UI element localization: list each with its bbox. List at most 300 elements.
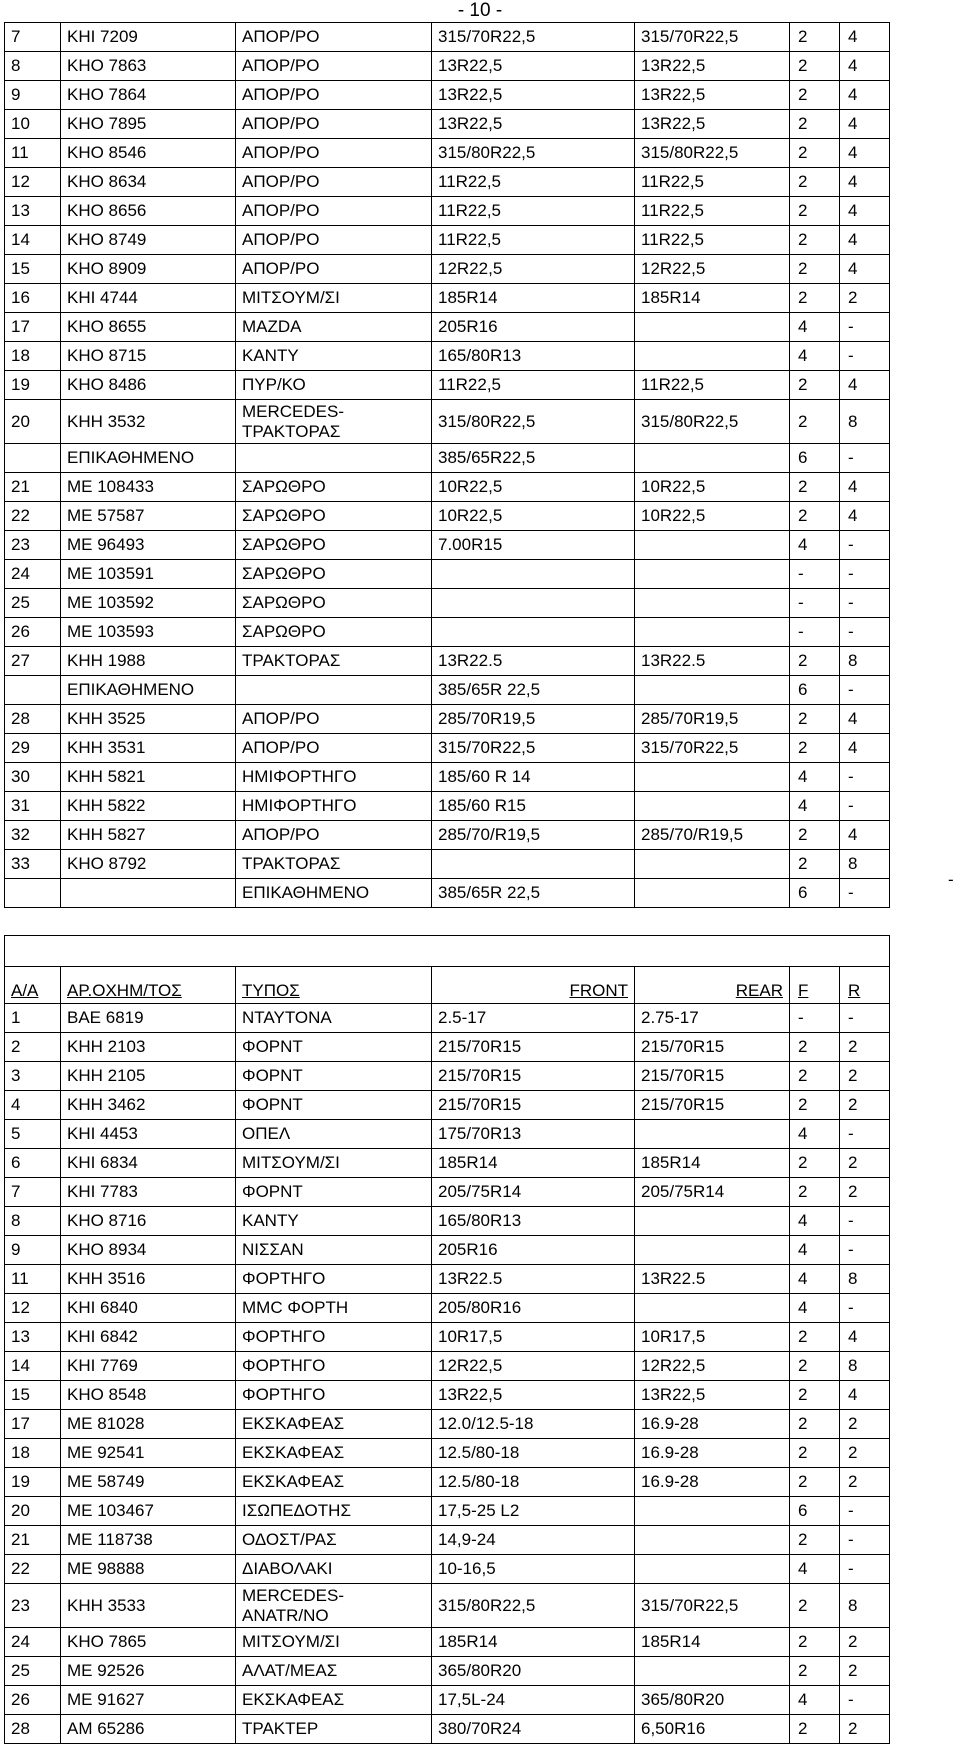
table-cell: 33 [5, 850, 61, 879]
table-cell: 385/65R 22,5 [432, 676, 635, 705]
table-cell: 6 [790, 676, 840, 705]
table-cell: - [840, 1526, 890, 1555]
table-cell: 13R22,5 [432, 81, 635, 110]
table-cell: 8 [5, 1207, 61, 1236]
table-cell: 16 [5, 284, 61, 313]
table-cell: 17,5L-24 [432, 1686, 635, 1715]
table-cell: 7.00R15 [432, 531, 635, 560]
table-cell: 365/80R20 [635, 1686, 790, 1715]
table-cell: ΜΕ 81028 [61, 1410, 236, 1439]
table-row [5, 589, 890, 618]
table-cell: 18 [5, 342, 61, 371]
table-row [5, 1004, 890, 1033]
table-cell: ΚΗΙ 7783 [61, 1178, 236, 1207]
table-cell: 4 [840, 197, 890, 226]
table-cell: 26 [5, 1686, 61, 1715]
table-row [5, 1207, 890, 1236]
table-cell: ΚΗΗ 3525 [61, 705, 236, 734]
table-cell: 31 [5, 792, 61, 821]
table-cell: 2 [790, 1178, 840, 1207]
table-cell: 12R22,5 [432, 1352, 635, 1381]
table-cell: 285/70/R19,5 [432, 821, 635, 850]
table-row [5, 1657, 890, 1686]
table-cell: 16.9-28 [635, 1439, 790, 1468]
table-cell: 6 [790, 1497, 840, 1526]
table-row [5, 560, 890, 589]
table-cell: 21 [5, 1526, 61, 1555]
table-cell: ΑΠΟΡ/ΡΟ [236, 52, 432, 81]
table-cell: 2 [790, 1352, 840, 1381]
table-cell: 4 [840, 1381, 890, 1410]
table-row [5, 705, 890, 734]
table-cell: 2 [790, 284, 840, 313]
table-cell: 2 [840, 1410, 890, 1439]
table-cell: ΦΟΡΝΤ [236, 1033, 432, 1062]
table-cell: ΦΟΡΤΗΓΟ [236, 1323, 432, 1352]
table-cell: 28 [5, 1715, 61, 1744]
table-cell [635, 1236, 790, 1265]
table-cell: ΑΠΟΡ/ΡΟ [236, 168, 432, 197]
table-row [5, 1294, 890, 1323]
table-cell: ΚΗΗ 5827 [61, 821, 236, 850]
table-cell: 8 [840, 400, 890, 444]
table-cell [5, 444, 61, 473]
table-cell: ΚΗΟ 8655 [61, 313, 236, 342]
table-cell: 2 [840, 1149, 890, 1178]
table-cell: ΚΗΙ 7209 [61, 23, 236, 52]
table-cell: 315/70R22,5 [432, 734, 635, 763]
table-cell: 2 [790, 1381, 840, 1410]
table-cell: 2 [790, 821, 840, 850]
table-cell: 2 [840, 1091, 890, 1120]
table-cell: 10R22,5 [635, 473, 790, 502]
table-cell: 2 [790, 1323, 840, 1352]
table-cell: 2 [790, 1584, 840, 1628]
table-cell: 2 [790, 647, 840, 676]
table-cell: MERCEDES- ΤΡΑΚΤΟΡΑΣ [236, 400, 432, 444]
table-row [5, 1584, 890, 1628]
table-cell: 11R22,5 [635, 197, 790, 226]
table-cell: ΑΠΟΡ/ΡΟ [236, 821, 432, 850]
table-cell: ΚΗΗ 3532 [61, 400, 236, 444]
table-cell: 2 [840, 1033, 890, 1062]
table-cell: 6 [5, 1149, 61, 1178]
table-cell: 20 [5, 1497, 61, 1526]
table-cell: 8 [840, 850, 890, 879]
table-cell: 25 [5, 589, 61, 618]
table-cell [432, 589, 635, 618]
table-cell: - [840, 1294, 890, 1323]
table-row [5, 1352, 890, 1381]
table-cell: 2 [790, 168, 840, 197]
table-cell: 3 [5, 1062, 61, 1091]
page-number: - 10 - [457, 0, 503, 21]
table-cell: ΜΕ 92526 [61, 1657, 236, 1686]
table-cell: 19 [5, 1468, 61, 1497]
header-cell: ΤΥΠΟΣ [236, 967, 432, 1004]
table-cell: 10R22,5 [635, 502, 790, 531]
table-cell: 4 [790, 792, 840, 821]
table-cell: - [840, 763, 890, 792]
table-cell: 185R14 [432, 1628, 635, 1657]
table-cell: ΑΠΟΡ/ΡΟ [236, 81, 432, 110]
table-cell: 315/80R22,5 [432, 1584, 635, 1628]
table-cell: 2 [840, 1468, 890, 1497]
table-cell: ΒΑΕ 6819 [61, 1004, 236, 1033]
table-row [5, 1265, 890, 1294]
table-cell: 285/70R19,5 [635, 705, 790, 734]
table-cell: 23 [5, 1584, 61, 1628]
table-row [5, 734, 890, 763]
table-cell: 4 [840, 52, 890, 81]
table-cell [635, 1120, 790, 1149]
table-cell: 4 [790, 1265, 840, 1294]
table-cell: 30 [5, 763, 61, 792]
table-cell: 2 [790, 502, 840, 531]
table-cell: 19 [5, 371, 61, 400]
table-cell: ΜΕ 96493 [61, 531, 236, 560]
table-row [5, 1381, 890, 1410]
table-cell: 4 [840, 110, 890, 139]
table-cell: - [790, 589, 840, 618]
table-cell [635, 879, 790, 908]
table-cell: ΚΗΗ 1988 [61, 647, 236, 676]
table-cell: ΤΡΑΚΤΟΡΑΣ [236, 850, 432, 879]
table-cell: ΟΠΕΛ [236, 1120, 432, 1149]
table-cell: 10R17,5 [432, 1323, 635, 1352]
table-row [5, 81, 890, 110]
table-cell: ΚΗΟ 8715 [61, 342, 236, 371]
table-cell: 12.5/80-18 [432, 1468, 635, 1497]
table-cell: - [840, 342, 890, 371]
table-cell: ΜΕ 92541 [61, 1439, 236, 1468]
table-cell: 365/80R20 [432, 1657, 635, 1686]
table-cell: 315/70R22,5 [432, 23, 635, 52]
table-cell: 185R14 [635, 1149, 790, 1178]
table-cell: 2 [790, 705, 840, 734]
table-cell: ΑΜ 65286 [61, 1715, 236, 1744]
table-row [5, 400, 890, 444]
table-cell: 11 [5, 139, 61, 168]
table-cell: ΣΑΡΩΘΡΟ [236, 531, 432, 560]
table-row [5, 850, 890, 879]
table-cell: 4 [840, 23, 890, 52]
table-row [5, 1686, 890, 1715]
table-cell: ΜΕ 58749 [61, 1468, 236, 1497]
table-cell: ΜΕ 91627 [61, 1686, 236, 1715]
table-cell: 13 [5, 1323, 61, 1352]
table-cell: 215/70R15 [635, 1091, 790, 1120]
table-cell: 2 [790, 255, 840, 284]
table-cell: ΚΗΟ 8546 [61, 139, 236, 168]
table-cell: 8 [840, 1265, 890, 1294]
table-cell: 11R22,5 [635, 226, 790, 255]
table-cell: 12R22,5 [635, 255, 790, 284]
blank-cell [5, 936, 890, 967]
table-cell: 27 [5, 647, 61, 676]
header-cell: R [840, 967, 890, 1004]
table-cell: 215/70R15 [432, 1091, 635, 1120]
table-cell [635, 1555, 790, 1584]
table-cell: 15 [5, 1381, 61, 1410]
table-cell: ΕΠΙΚΑΘΗΜΕΝΟ [236, 879, 432, 908]
table-cell: 205/75R14 [432, 1178, 635, 1207]
table-cell: ΕΠΙΚΑΘΗΜΕΝΟ [61, 444, 236, 473]
table-cell: 2 [790, 1062, 840, 1091]
upper-tyre-table [4, 22, 890, 908]
table-cell: 2 [790, 371, 840, 400]
table-cell: ΤΡΑΚΤΟΡΑΣ [236, 647, 432, 676]
table-cell: 10R17,5 [635, 1323, 790, 1352]
table-row [5, 473, 890, 502]
table-cell: 4 [840, 734, 890, 763]
table-cell: ΣΑΡΩΘΡΟ [236, 560, 432, 589]
table-cell: ΚΗΙ 4744 [61, 284, 236, 313]
table-cell: ΣΑΡΩΘΡΟ [236, 589, 432, 618]
table-cell: 10-16,5 [432, 1555, 635, 1584]
table-cell: - [840, 1497, 890, 1526]
table-cell: 185R14 [432, 1149, 635, 1178]
table-cell: 285/70R19,5 [432, 705, 635, 734]
table-cell [635, 444, 790, 473]
table-cell: ΑΠΟΡ/ΡΟ [236, 226, 432, 255]
table-row [5, 52, 890, 81]
table-cell: 2 [790, 1410, 840, 1439]
table-cell [635, 1497, 790, 1526]
table-cell: - [840, 1207, 890, 1236]
table-cell: 21 [5, 473, 61, 502]
table-cell: 10R22,5 [432, 502, 635, 531]
header-row [5, 967, 890, 1004]
table-cell: 14 [5, 226, 61, 255]
table-cell: 215/70R15 [635, 1062, 790, 1091]
table-cell [5, 676, 61, 705]
table-cell: ΑΠΟΡ/ΡΟ [236, 139, 432, 168]
table-cell: 13R22.5 [635, 1265, 790, 1294]
table-cell [635, 792, 790, 821]
table-cell: 6,50R16 [635, 1715, 790, 1744]
table-cell: - [840, 676, 890, 705]
table-cell: 11R22,5 [635, 168, 790, 197]
header-cell: F [790, 967, 840, 1004]
table-cell [635, 342, 790, 371]
table-cell: ΝΙΣΣΑΝ [236, 1236, 432, 1265]
table-cell [635, 313, 790, 342]
table-cell: ΚΗΙ 7769 [61, 1352, 236, 1381]
table-cell: ΕΠΙΚΑΘΗΜΕΝΟ [61, 676, 236, 705]
header-cell: REAR [635, 967, 790, 1004]
table-cell: ΣΑΡΩΘΡΟ [236, 618, 432, 647]
table-cell: ΔΙΑΒΟΛΑΚΙ [236, 1555, 432, 1584]
table-cell: 205/80R16 [432, 1294, 635, 1323]
table-cell: 4 [840, 1323, 890, 1352]
table-cell: 13R22,5 [635, 110, 790, 139]
table-cell: 4 [790, 1686, 840, 1715]
table-row [5, 197, 890, 226]
table-cell [635, 618, 790, 647]
table-cell: ΚΗΗ 5821 [61, 763, 236, 792]
table-row [5, 531, 890, 560]
table-cell: ΗΜΙΦΟΡΤΗΓΟ [236, 792, 432, 821]
table-cell: 26 [5, 618, 61, 647]
table-cell: ΦΟΡΤΗΓΟ [236, 1381, 432, 1410]
table-row [5, 168, 890, 197]
table-cell: MMC ΦΟΡΤΗ [236, 1294, 432, 1323]
table-cell: 315/80R22,5 [635, 400, 790, 444]
table-cell: ΜΕ 57587 [61, 502, 236, 531]
table-row [5, 444, 890, 473]
table-cell: ΕΚΣΚΑΦΕΑΣ [236, 1468, 432, 1497]
table-cell: ΚΗΟ 8934 [61, 1236, 236, 1265]
trailing-dash: - [948, 870, 954, 889]
table-cell: 17 [5, 313, 61, 342]
table-cell: ΚΗΟ 8634 [61, 168, 236, 197]
table-cell: ΚΑΝΤΥ [236, 342, 432, 371]
table-cell: ΚΗΟ 8486 [61, 371, 236, 400]
table-cell: - [840, 792, 890, 821]
table-row [5, 1178, 890, 1207]
table-cell: 165/80R13 [432, 342, 635, 371]
table-row [5, 110, 890, 139]
table-cell: 4 [5, 1091, 61, 1120]
table-cell: ΚΗΟ 8909 [61, 255, 236, 284]
table-row [5, 1149, 890, 1178]
table-cell: ΕΚΣΚΑΦΕΑΣ [236, 1439, 432, 1468]
table-cell: - [790, 560, 840, 589]
table-row [5, 1555, 890, 1584]
table-cell: 215/70R15 [432, 1033, 635, 1062]
table-cell: 13R22,5 [432, 110, 635, 139]
table-cell: - [840, 1004, 890, 1033]
table-cell: ΕΚΣΚΑΦΕΑΣ [236, 1686, 432, 1715]
table-cell: 13R22,5 [635, 81, 790, 110]
table-cell: ΚΗΙ 6842 [61, 1323, 236, 1352]
table-cell: 315/80R22,5 [635, 139, 790, 168]
table-cell: 205R16 [432, 313, 635, 342]
table-cell: 12.5/80-18 [432, 1439, 635, 1468]
table-cell: ΚΗΗ 2105 [61, 1062, 236, 1091]
table-cell: 11R22,5 [432, 197, 635, 226]
table-cell: ΑΠΟΡ/ΡΟ [236, 734, 432, 763]
table-cell: 13R22,5 [635, 52, 790, 81]
table-cell: ΣΑΡΩΘΡΟ [236, 502, 432, 531]
table-cell: 7 [5, 1178, 61, 1207]
table-cell: 2 [840, 1715, 890, 1744]
table-cell: 13R22.5 [635, 647, 790, 676]
table-cell [635, 850, 790, 879]
table-cell: 13R22,5 [432, 52, 635, 81]
table-cell: ΚΗΗ 2103 [61, 1033, 236, 1062]
table-cell: - [840, 1236, 890, 1265]
table-cell: ΚΗΟ 8792 [61, 850, 236, 879]
table-cell: ΜΕ 98888 [61, 1555, 236, 1584]
table-cell: ΝΤΑΥΤΟΝΑ [236, 1004, 432, 1033]
table-cell: - [840, 560, 890, 589]
table-cell: ΚΗΟ 8656 [61, 197, 236, 226]
table-row [5, 139, 890, 168]
table-cell: ΚΗΗ 5822 [61, 792, 236, 821]
table-row [5, 226, 890, 255]
table-cell: 2.5-17 [432, 1004, 635, 1033]
table-cell: ΚΗΗ 3462 [61, 1091, 236, 1120]
table-cell: 13R22.5 [432, 1265, 635, 1294]
table-cell: 11 [5, 1265, 61, 1294]
table-cell: 1 [5, 1004, 61, 1033]
table-row [5, 792, 890, 821]
table-cell: 6 [790, 879, 840, 908]
table-row [5, 1526, 890, 1555]
table-cell: ΑΛΑΤ/ΜΕΑΣ [236, 1657, 432, 1686]
table-cell: ΤΡΑΚΤΕΡ [236, 1715, 432, 1744]
table-row [5, 1091, 890, 1120]
table-cell: 2 [790, 734, 840, 763]
table-cell: ΚΗΗ 3533 [61, 1584, 236, 1628]
table-cell: 13 [5, 197, 61, 226]
table-cell: ΚΑΝΤΥ [236, 1207, 432, 1236]
table-cell: ΑΠΟΡ/ΡΟ [236, 197, 432, 226]
header-cell: ΑΡ.ΟΧΗΜ/ΤΟΣ [61, 967, 236, 1004]
table-cell: 175/70R13 [432, 1120, 635, 1149]
table-cell: 2 [790, 1657, 840, 1686]
table-cell: - [840, 313, 890, 342]
table-cell: 20 [5, 400, 61, 444]
table-cell [236, 676, 432, 705]
table-cell: 315/70R22,5 [635, 1584, 790, 1628]
table-cell: 16.9-28 [635, 1468, 790, 1497]
table-cell: 4 [790, 1236, 840, 1265]
table-cell: ΚΗΟ 7895 [61, 110, 236, 139]
table-row [5, 1410, 890, 1439]
table-cell [635, 1207, 790, 1236]
table-cell: 2 [790, 197, 840, 226]
table-cell: 2 [840, 1439, 890, 1468]
table-cell: 2 [790, 23, 840, 52]
table-cell: 4 [840, 226, 890, 255]
table-cell [635, 589, 790, 618]
table-cell: 380/70R24 [432, 1715, 635, 1744]
table-row [5, 618, 890, 647]
table-row [5, 371, 890, 400]
table-cell: ΕΚΣΚΑΦΕΑΣ [236, 1410, 432, 1439]
table-cell: 25 [5, 1657, 61, 1686]
table-cell: 4 [790, 313, 840, 342]
table-cell: - [840, 444, 890, 473]
table-cell: ΜΙΤΣΟΥΜ/ΣΙ [236, 1149, 432, 1178]
table-cell: 165/80R13 [432, 1207, 635, 1236]
table-cell: 185/60 R15 [432, 792, 635, 821]
table-cell: - [840, 1555, 890, 1584]
table-cell: 4 [790, 1555, 840, 1584]
table-cell: - [790, 1004, 840, 1033]
table-cell: ΑΠΟΡ/ΡΟ [236, 110, 432, 139]
table-cell: ΜΙΤΣΟΥΜ/ΣΙ [236, 1628, 432, 1657]
table-row [5, 821, 890, 850]
table-cell: MAZDA [236, 313, 432, 342]
table-cell: 9 [5, 81, 61, 110]
table-row [5, 1120, 890, 1149]
table-cell: ΣΑΡΩΘΡΟ [236, 473, 432, 502]
table-cell: 4 [790, 342, 840, 371]
header-cell: Α/Α [5, 967, 61, 1004]
table-cell: 4 [790, 1120, 840, 1149]
table-cell: 4 [840, 821, 890, 850]
table-cell [236, 444, 432, 473]
table-cell: 2 [790, 139, 840, 168]
table-cell: 4 [840, 168, 890, 197]
table-cell: 315/80R22,5 [432, 139, 635, 168]
table-cell: ΚΗΗ 3516 [61, 1265, 236, 1294]
table-cell: 2 [790, 473, 840, 502]
